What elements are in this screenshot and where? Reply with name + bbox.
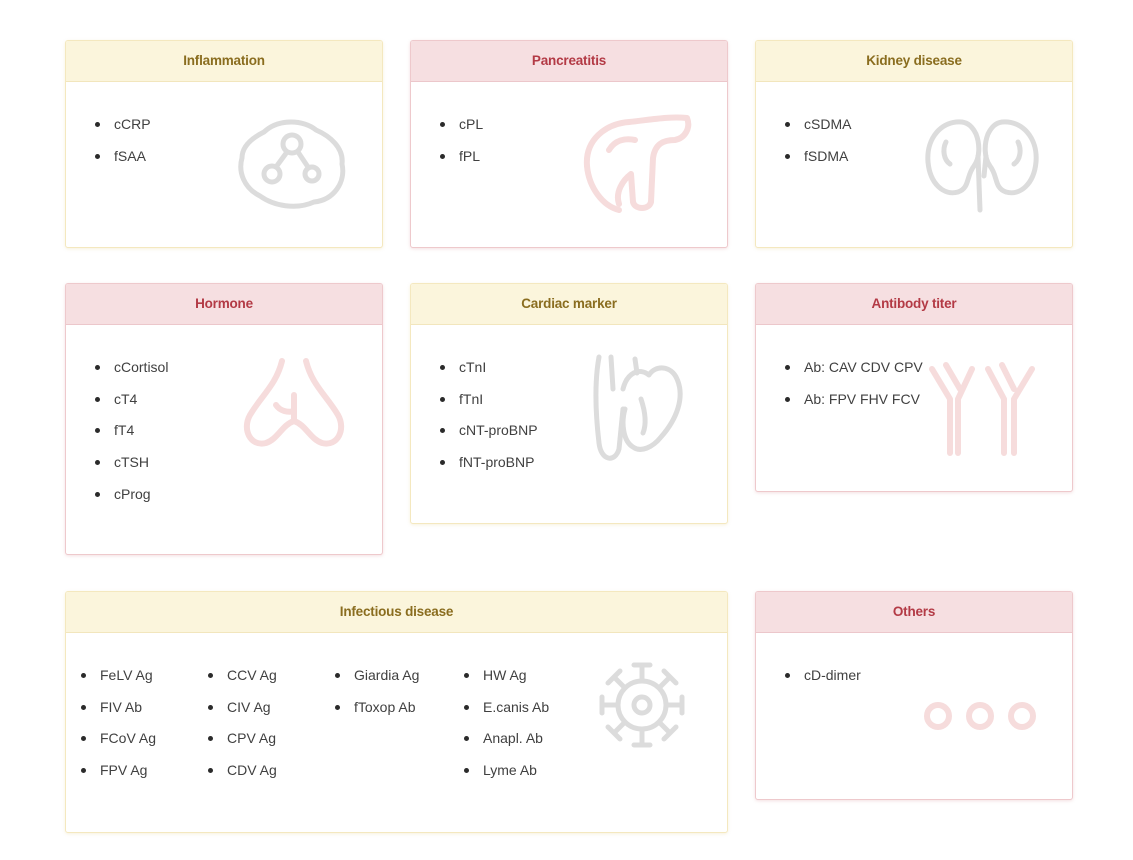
test-list	[92, 355, 168, 513]
list-item[interactable]: fNT-proBNP	[437, 450, 538, 482]
card-title: Cardiac marker	[411, 284, 727, 325]
thyroid-icon	[236, 355, 352, 455]
list-item[interactable]: cCortisol	[92, 355, 168, 387]
card-pancreatitis	[410, 40, 728, 248]
list-item[interactable]: Ab: FPV FHV FCV	[782, 387, 923, 419]
list-item[interactable]: cSDMA	[782, 112, 851, 144]
card-kidney-disease	[755, 40, 1073, 248]
pancreas-icon	[579, 110, 697, 214]
card-others	[755, 591, 1073, 800]
test-list	[782, 355, 923, 418]
card-cardiac-marker	[410, 283, 728, 524]
kidneys-icon	[922, 116, 1042, 214]
test-list	[782, 663, 861, 695]
card-title: Infectious disease	[66, 592, 727, 633]
list-item[interactable]: FIV Ab	[78, 695, 156, 727]
list-item[interactable]: cT4	[92, 387, 168, 419]
card-title: Pancreatitis	[411, 41, 727, 82]
card-title: Others	[756, 592, 1072, 633]
test-list	[437, 355, 538, 482]
list-item[interactable]: cD-dimer	[782, 663, 861, 695]
list-item[interactable]: fTnI	[437, 387, 538, 419]
list-item[interactable]: fSDMA	[782, 144, 851, 176]
list-item[interactable]: CDV Ag	[205, 758, 277, 790]
list-item[interactable]: cCRP	[92, 112, 151, 144]
list-item[interactable]: FCoV Ag	[78, 726, 156, 758]
card-infectious-disease	[65, 591, 728, 833]
list-item[interactable]: Giardia Ag	[332, 663, 419, 695]
list-item[interactable]: cTnI	[437, 355, 538, 387]
test-list	[461, 663, 549, 790]
card-hormone	[65, 283, 383, 555]
list-item[interactable]: CPV Ag	[205, 726, 277, 758]
cell-icon	[234, 112, 352, 212]
test-list	[782, 112, 851, 175]
test-list	[78, 663, 156, 790]
list-item[interactable]: FeLV Ag	[78, 663, 156, 695]
list-item[interactable]: fSAA	[92, 144, 151, 176]
list-item[interactable]: cTSH	[92, 450, 168, 482]
list-item[interactable]: CIV Ag	[205, 695, 277, 727]
card-antibody-titer	[755, 283, 1073, 492]
card-title: Inflammation	[66, 41, 382, 82]
list-item[interactable]: cProg	[92, 482, 168, 514]
test-list	[205, 663, 277, 790]
test-list	[332, 663, 419, 726]
card-title: Hormone	[66, 284, 382, 325]
virus-icon	[594, 657, 690, 753]
list-item[interactable]: cPL	[437, 112, 483, 144]
list-item[interactable]: Lyme Ab	[461, 758, 549, 790]
blood-cells-icon	[922, 699, 1042, 733]
test-list	[92, 112, 151, 175]
list-item[interactable]: fT4	[92, 418, 168, 450]
test-list	[437, 112, 483, 175]
list-item[interactable]: CCV Ag	[205, 663, 277, 695]
list-item[interactable]: Anapl. Ab	[461, 726, 549, 758]
list-item[interactable]: HW Ag	[461, 663, 549, 695]
card-title: Kidney disease	[756, 41, 1072, 82]
card-title: Antibody titer	[756, 284, 1072, 325]
list-item[interactable]: Ab: CAV CDV CPV	[782, 355, 923, 387]
list-item[interactable]: FPV Ag	[78, 758, 156, 790]
list-item[interactable]: E.canis Ab	[461, 695, 549, 727]
list-item[interactable]: fPL	[437, 144, 483, 176]
heart-icon	[591, 349, 687, 467]
list-item[interactable]: cNT-proBNP	[437, 418, 538, 450]
antibody-icon	[924, 359, 1040, 459]
card-inflammation	[65, 40, 383, 248]
list-item[interactable]: fToxop Ab	[332, 695, 419, 727]
